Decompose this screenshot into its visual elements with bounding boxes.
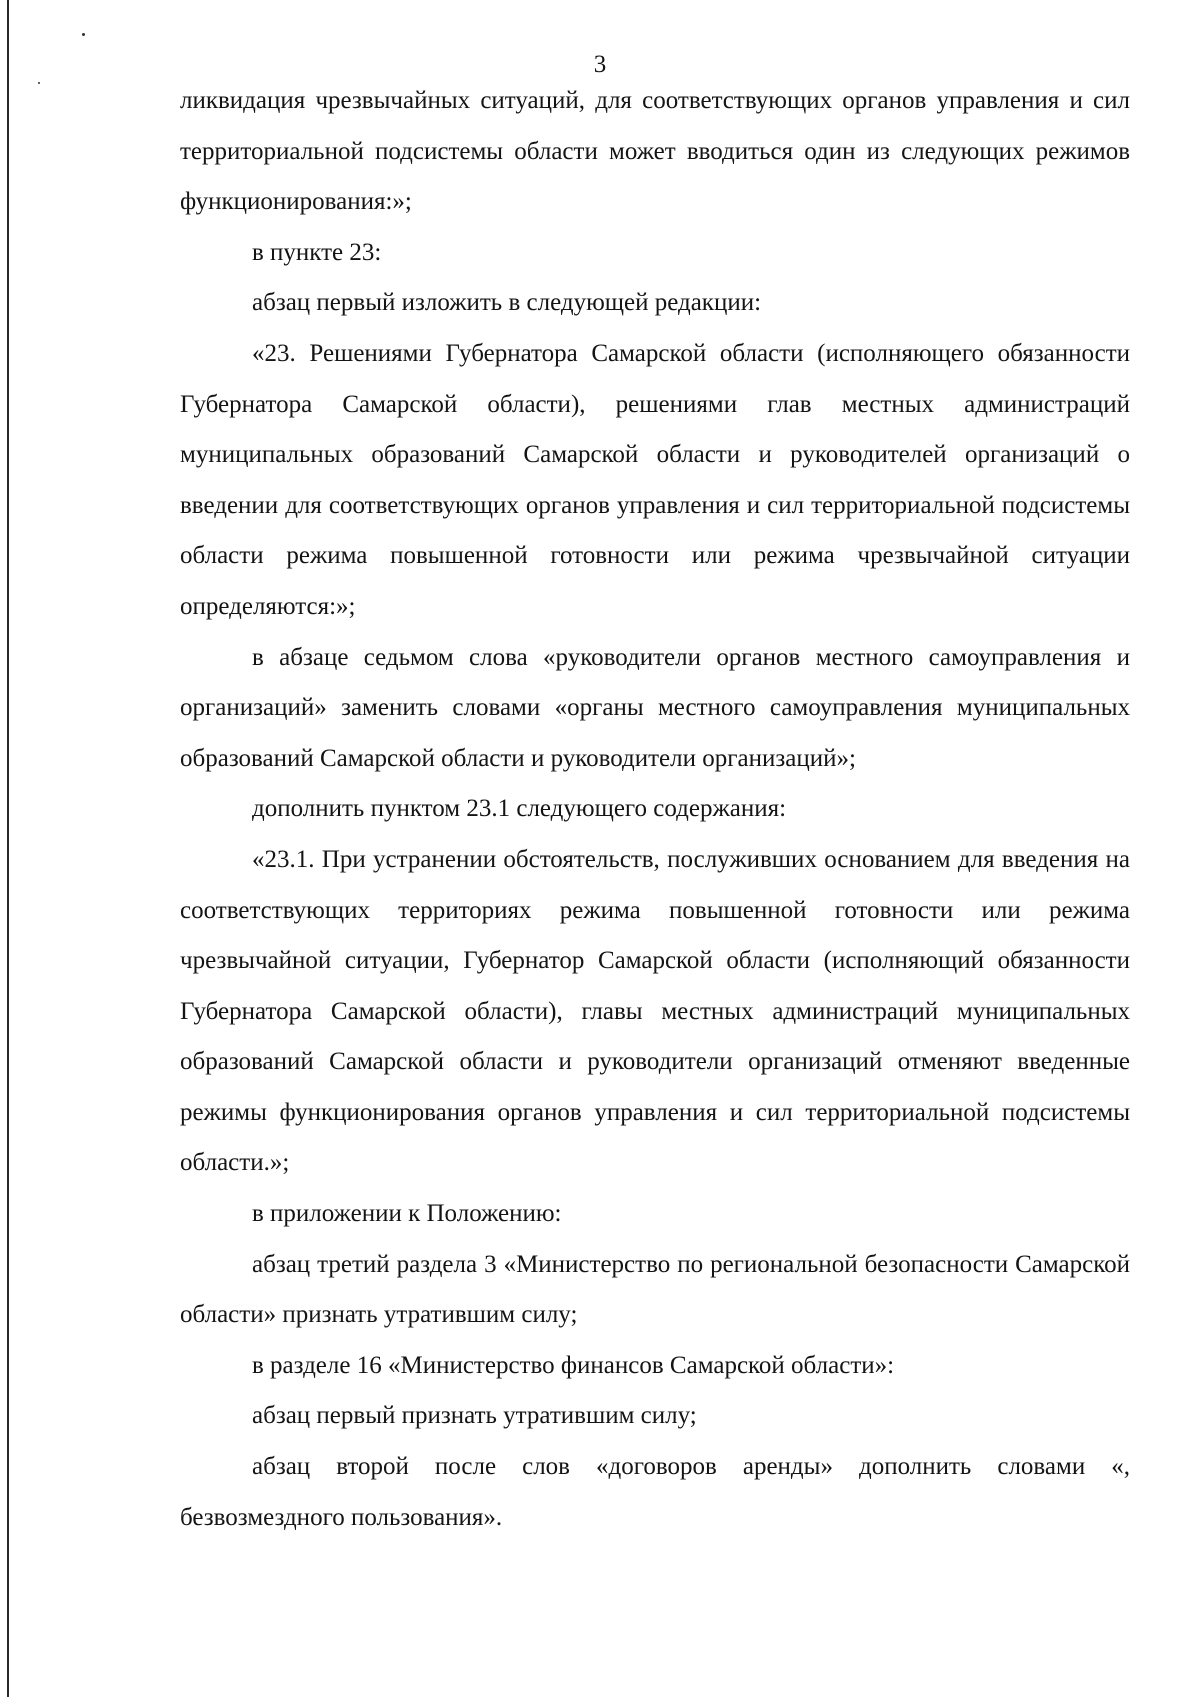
paragraph-continuation: ликвидация чрезвычайных ситуаций, для соответствующих органов управления и сил территориальной подсистемы области может вводиться один из следующих режимов функционирования:»; bbox=[180, 87, 1130, 216]
paragraph: абзац второй после слов «договоров аренды» дополнить словами «, безвозмездного пользования». bbox=[180, 1453, 1130, 1531]
paragraph: в разделе 16 «Министерство финансов Самарской области»: bbox=[252, 1351, 895, 1379]
paragraph: дополнить пунктом 23.1 следующего содержания: bbox=[252, 795, 787, 823]
paragraph: в пункте 23: bbox=[252, 238, 382, 266]
page-number: 3 bbox=[593, 51, 607, 78]
scan-speck bbox=[38, 82, 40, 84]
paragraph: абзац первый признать утратившим силу; bbox=[252, 1402, 697, 1430]
scan-left-edge bbox=[7, 0, 9, 1697]
paragraph: в приложении к Положению: bbox=[252, 1200, 562, 1228]
paragraph: в абзаце седьмом слова «руководители органов местного самоуправления и организаций» заменить словами «органы местного самоуправления муниципальных образований Самарской области и руководители организаций»; bbox=[180, 643, 1130, 772]
scan-speck bbox=[82, 33, 85, 36]
paragraph: «23. Решениями Губернатора Самарской области (исполняющего обязанности Губернатора Самарской области), решениями глав местных администраций муниципальных образований Самарской области и руководителей организаций о введении для соответствующих органов управления и сил территориальной подсистемы области режима повышенной готовности или режима чрезвычайной ситуации определяются:»; bbox=[180, 339, 1130, 620]
paragraph: абзац первый изложить в следующей редакции: bbox=[252, 289, 762, 317]
paragraph: «23.1. При устранении обстоятельств, послуживших основанием для введения на соответствующих территориях режима повышенной готовности или режима чрезвычайной ситуации, Губернатор Самарской области (исполняющий обязанности Губернатора Самарской области), главы местных администраций муниципальных образований Самарской области и руководители организаций отменяют введенные режимы функционирования органов управления и сил территориальной подсистемы области.»; bbox=[180, 845, 1130, 1177]
document-body bbox=[180, 76, 1130, 1543]
paragraph: абзац третий раздела 3 «Министерство по региональной безопасности Самарской области» признать утратившим силу; bbox=[180, 1250, 1130, 1329]
